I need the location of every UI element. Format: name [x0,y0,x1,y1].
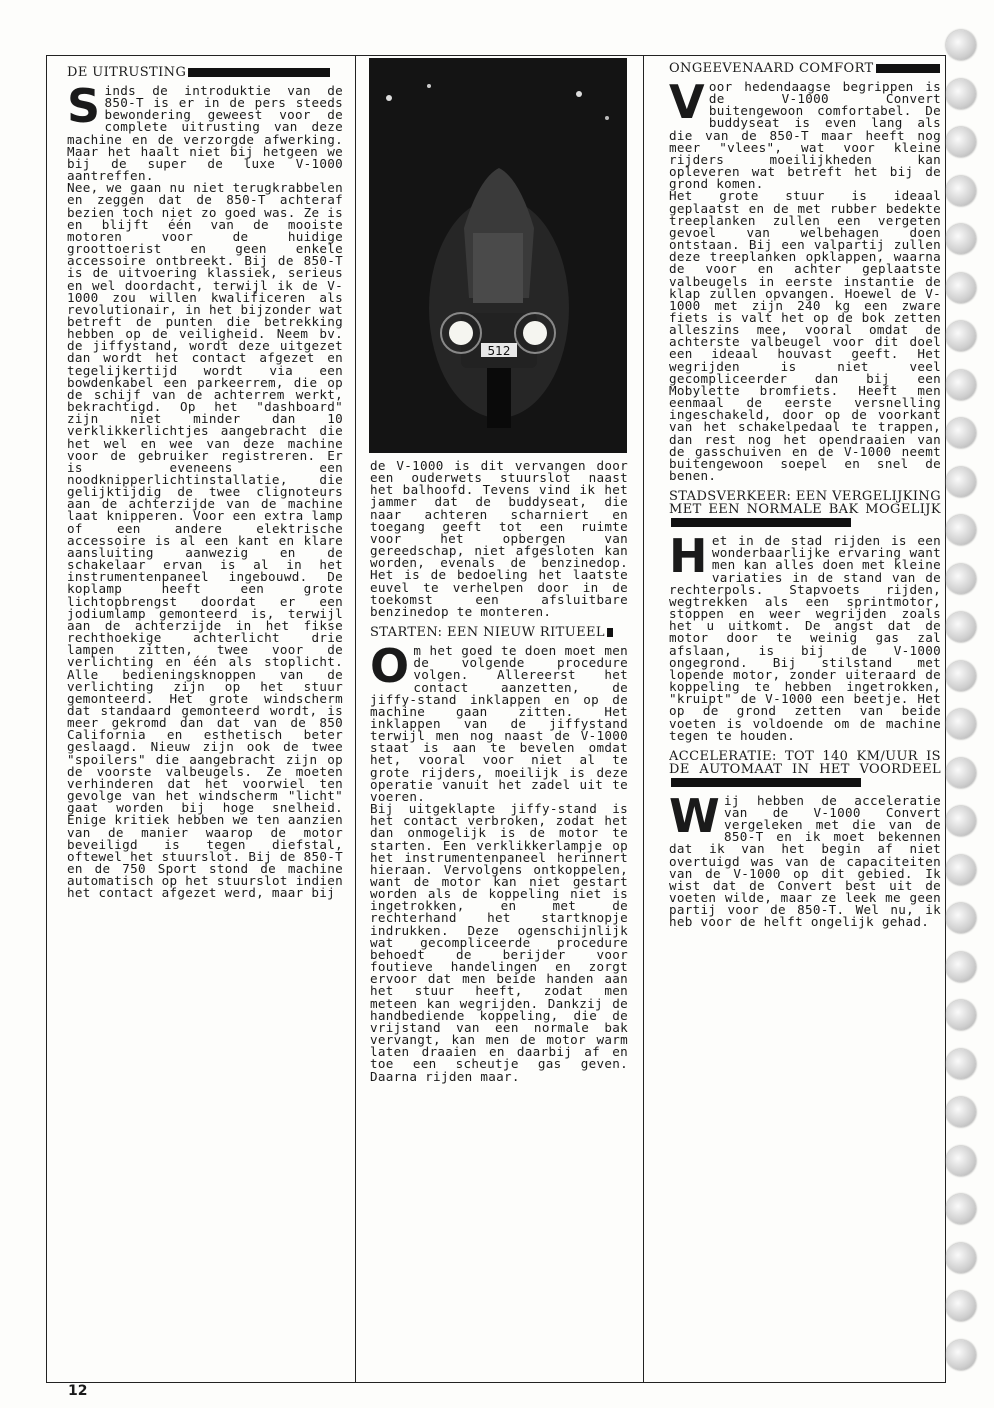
paragraph: de V-1000 is dit vervangen door een ouderwets stuurslot naast het balhoofd. Tevens vind ik het jammer dat de buddyseat, die naar achteren scharniert en toegang geeft tot een ruimte voor het opbergen van gereedschap, niet afgesloten kan worden, evenals de benzinedop. Het is de bedoeling het laatste euvel te verhelpen door in de toekomst een afsluitbare benzinedop te monteren. [370,460,628,619]
plate-text: 512 [487,344,511,358]
drop-cap: V [669,75,705,129]
paragraph: oor hedendaagse begrippen is de V-1000 Convert buitengewoon comfortabel. De buddyseat is even lang als die van de 850-T maar heeft nog meer "vlees", wat voor kleine rijders moeilijkheden kan opleveren wat betreft het bij de grond komen. [669,79,941,192]
left-column [67,66,343,1378]
binder-ring [946,661,976,691]
binder-ring [946,1049,976,1079]
paragraph: Bij uitgeklapte jiffy-stand is het contact verbroken, zodat het dan onmogelijk is de motor te starten. Een verklikkerlampje op het instrumentenpaneel herinnert hieraan. Vervolgens ontkoppelen, want de motor kan niet gestart worden als de koppeling niet is ingetrokken, en met de rechterhand het startknopje indrukken. Deze ogenschijnlijk wat gecompliceerde procedure behoedt de berijder voor foutieve handelingen en zorgt ervoor dat men beide handen aan het stuur heeft, zodat men meteen kan wegrijden. Dankzij de handbediende koppeling, die de vrijstand van een normale bak vervangt, kan men de motor warm laten draaien en daarbij af en toe een scheutje gas geven. Daarna rijden maar. [370,801,628,1084]
right-column [669,62,941,1374]
section-heading: STADSVERKEER: EEN VERGELIJKING MET EEN NORMALE BAK MOGELIJK [669,490,941,529]
binder-ring [946,1243,976,1273]
binder-ring [946,709,976,739]
binder-rings [944,30,994,1390]
paragraph: et in de stad rijden is een wonderbaarlijke ervaring want men kan alles doen met kleine variaties in de stand van de rechterpols. Stapvoets rijden, wegtrekken als een sprintmotor, stoppen en weer wegrijden zoals het u uitkomt. De angst dat de motor door te weinig gas zal afslaan, is bij de V-1000 ongegrond. Bij stilstand met lopende motor, zonder uiteraard de koppeling te hebben ingetrokken, "kruipt" de V-1000 een beetje. Het op de grond zetten van beide voeten is voldoende om de machine tegen te houden. [669,533,941,743]
binder-ring [946,806,976,836]
paragraph: m het goed te doen moet men de volgende procedure volgen. Allereerst het contact aanzetten, de jiffy-stand inklappen en op de machine gaan zitten. Het inklappen van de jiffystand terwijl men nog naast de V-1000 staat is aan te bevelen omdat het, vooral voor niet al te grote rijders, moeilijk is deze operatie vanuit het zadel uit te voeren. [370,643,628,804]
binder-ring [946,1000,976,1030]
binder-ring [946,176,976,206]
binder-ring [946,1194,976,1224]
middle-column [370,460,628,1375]
drop-cap: O [370,639,410,694]
binder-ring [946,1146,976,1176]
binder-ring [946,224,976,254]
binder-ring [946,127,976,157]
section-heading: ACCELERATIE: TOT 140 KM/UUR IS DE AUTOMAAT IN HET VOORDEEL [669,750,941,789]
binder-ring [946,612,976,642]
section-heading: STARTEN: EEN NIEUW RITUEEL [370,626,628,639]
column-divider-2 [643,56,644,1382]
binder-ring [946,903,976,933]
binder-ring [946,370,976,400]
binder-ring [946,1291,976,1321]
binder-ring [946,321,976,351]
page-number: 12 [68,1383,88,1399]
binder-ring [946,1097,976,1127]
drop-cap: H [669,529,708,584]
binder-ring [946,1340,976,1370]
drop-cap: S [67,79,101,133]
binder-ring [946,418,976,448]
paragraph: Nee, we gaan nu niet terugkrabbelen en zeggen dat de 850-T achteraf bezien toch niet zo goed was. Ze is en blijft één van de mooiste motoren voor de huidige groottoerist en geen enkele accessoire ontbreekt. Bij de 850-T is de uitvoering klassiek, serieus en wel doordacht, terwijl ik de V-1000 zou willen kwalificeren als revolutionair, in het bijzonder wat betreft de punten die betrekking hebben op de veiligheid. Neem bv. de jiffystand, wordt deze uitgezet dan wordt het contact afgezet en tegelijkertijd wordt via een bowdenkabel een parkeerrem, die op de schijf van de achterrem werkt, bekrachtigd. Op het "dashboard" zijn niet minder dan 10 verklikkerlichtjes aangebracht die het wel en wee van deze machine voor de gebruiker registreren. Er is eveneens een noodknipperlichtinstallatie, die gelijktijdig de twee clignoteurs aan de achterzijde van de machine laat knipperen. Voor een extra lamp of een andere elektrische accessoire is al een kant en klare aansluiting aanwezig en de schakelaar ervan is al in het instrumentenpaneel ingebouwd. De koplamp heeft een grote lichtopbrengst doordat er een jodiumlamp gemonteerd is, terwijl aan de achterzijde in het fikse rechthoekige achterlicht drie lampen zitten, twee voor de verlichting en één als stoplicht. Alle bedieningsknoppen van de verlichting zijn op het stuur gemonteerd. Het grote windscherm dat standaard gemonteerd wordt, is meer gekromd dan dat van de 850 California en esthetisch beter geslaagd. Nieuw zijn ook de twee "spoilers" die aangebracht zijn op de voorste valbeugels. Ze moeten verhinderen dat het voorwiel ten gevolge van het windscherm "licht" gaat worden bij hoge snelheid. Enige kritiek hebben we ten aanzien van de manier waarop de motor beveiligd is tegen diefstal, oftewel het stuurslot. Bij de 850-T en de 750 Sport stond de machine automatisch op het stuurslot indien het contact afgezet werd, maar bij [67,180,343,901]
column-divider-1 [355,56,356,1382]
paragraph: Het grote stuur is ideaal geplaatst en de met rubber bedekte treeplanken zullen een vergeten gevoel van welbehagen doen ontstaan. Bij een valpartij zullen deze treeplanken opklappen, waarna de voor en achter geplaatste valbeugels in eerste instantie de klap zullen opvangen. Hoewel de V-1000 met zijn 240 kg een zware fiets is valt het op de bok zetten alleszins mee, vooral omdat de achterste valbeugel voor dit doel een ideaal houvast geeft. Het wegrijden is niet veel gecompliceerder dan bij een Mobylette bromfiets. Heeft men eenmaal de eerste versnelling ingeschakeld, door op de voorkant van het schakelpedaal te trappen, dan rest nog het opendraaien van de gasschuiven en de V-1000 neemt buitengewoon soepel en snel de benen. [669,188,941,483]
binder-ring [946,564,976,594]
binder-ring [946,79,976,109]
binder-ring [946,273,976,303]
section-heading: DE UITRUSTING [67,66,343,79]
binder-ring [946,467,976,497]
page-frame [46,55,946,1383]
binder-ring [946,515,976,545]
section-heading: ONGEEVENAARD COMFORT [669,62,941,75]
binder-ring [946,758,976,788]
binder-ring [946,952,976,982]
binder-ring [946,855,976,885]
paragraph: ij hebben de acceleratie van de V-1000 Convert vergeleken met die van de 850-T en ik moet bekennen dat ik van het begin af niet overtuigd was van de capaciteiten van de V-1000 op dit gebied. Ik wist dat de Convert best uit de voeten wilde, maar ze leek me geen partij voor de 850-T. Wel nu, ik heb voor de helft ongelijk gehad. [669,792,941,930]
paragraph: inds de introduktie van de 850-T is er in de pers steeds bewondering geweest voor de complete uitrusting van deze machine en de verzorgde afwerking. Maar het haalt niet bij hetgeen we bij de super de luxe V-1000 aantreffen. [67,83,343,184]
binder-ring [946,30,976,60]
drop-cap: W [669,788,721,843]
motorcycle-photo [369,58,627,453]
